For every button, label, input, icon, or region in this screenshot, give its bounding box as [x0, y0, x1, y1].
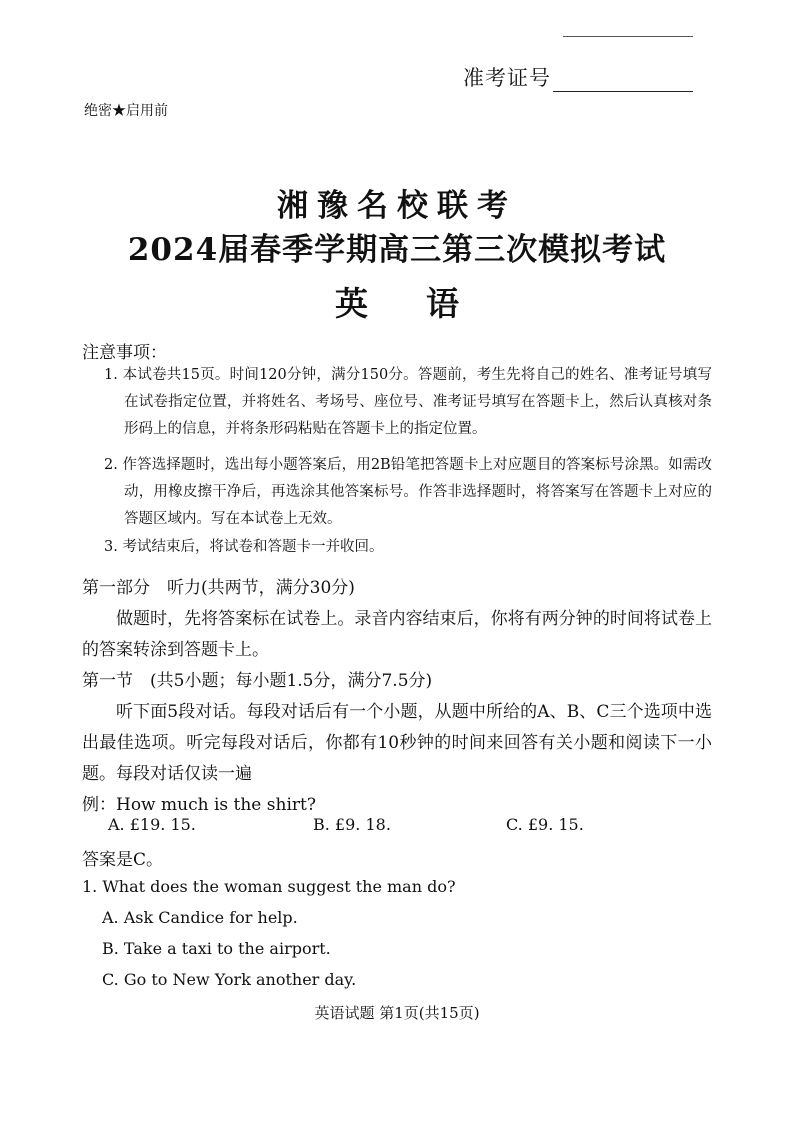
question-1-option-c: C. Go to New York another day. [102, 970, 357, 989]
note-item-1 [104, 362, 712, 443]
example-answer: 答案是C。 [82, 850, 164, 870]
note-item-1-text: 1. 本试卷共15页。时间120分钟，满分150分。答题前，考生先将自己的姓名、准考证号填写在试卷指定位置，并将姓名、考场号、座位号、准考证号填写在答题卡上，然后认真核对条形码上的信息，并将条形码粘贴在答题卡上的指定位置。 [104, 367, 712, 437]
part1-block [82, 573, 712, 821]
question-1-option-b: B. Take a taxi to the airport. [102, 939, 331, 958]
example-option-c: C. £9. 15. [506, 815, 584, 834]
example-question: 例：How much is the shirt? [82, 795, 316, 815]
page-footer: 英语试题 第1页(共15页) [314, 1004, 480, 1022]
subject-title: 英语 [335, 284, 517, 323]
secret-mark: 绝密★启用前 [84, 103, 168, 119]
question-1: 1. What does the woman suggest the man do? [82, 877, 456, 896]
exam-name-title: 2024届春季学期高三第三次模拟考试 [127, 232, 667, 268]
section1-heading: 第一节 (共5小题；每小题1.5分，满分7.5分) [82, 671, 433, 691]
note-item-2-text: 2. 作答选择题时，选出每小题答案后，用2B铅笔把答题卡上对应题目的答案标号涂黑。如需改动，用橡皮擦干净后，再选涂其他答案标号。作答非选择题时，将答案写在答题卡上对应的答题区域内。写在本试卷上无效。 [104, 457, 712, 527]
example-option-a: A. £19. 15. [108, 815, 196, 834]
question-1-option-a: A. Ask Candice for help. [102, 908, 298, 927]
exam-id-blank [553, 71, 693, 92]
part1-heading: 第一部分 听力(共两节，满分30分) [82, 578, 355, 598]
example-option-b: B. £9. 18. [313, 815, 391, 834]
exam-id-field [463, 62, 693, 92]
exam-org-title: 湘豫名校联考 [277, 188, 517, 224]
part1-intro: 做题时，先将答案标在试卷上。录音内容结束后，你将有两分钟的时间将试卷上的答案转涂到答题卡上。 [82, 609, 712, 660]
note-item-3 [104, 534, 712, 561]
section1-intro: 听下面5段对话。每段对话后有一个小题，从题中所给的A、B、C三个选项中选出最佳选项。听完每段对话后，你都有10秒钟的时间来回答有关小题和阅读下一小题。每段对话仅读一遍 [82, 702, 712, 784]
exam-id-label: 准考证号 [463, 66, 551, 90]
notes-heading: 注意事项： [82, 343, 167, 363]
top-rule [563, 36, 693, 37]
note-item-2 [104, 452, 712, 533]
note-item-3-text: 3. 考试结束后，将试卷和答题卡一并收回。 [104, 539, 384, 555]
